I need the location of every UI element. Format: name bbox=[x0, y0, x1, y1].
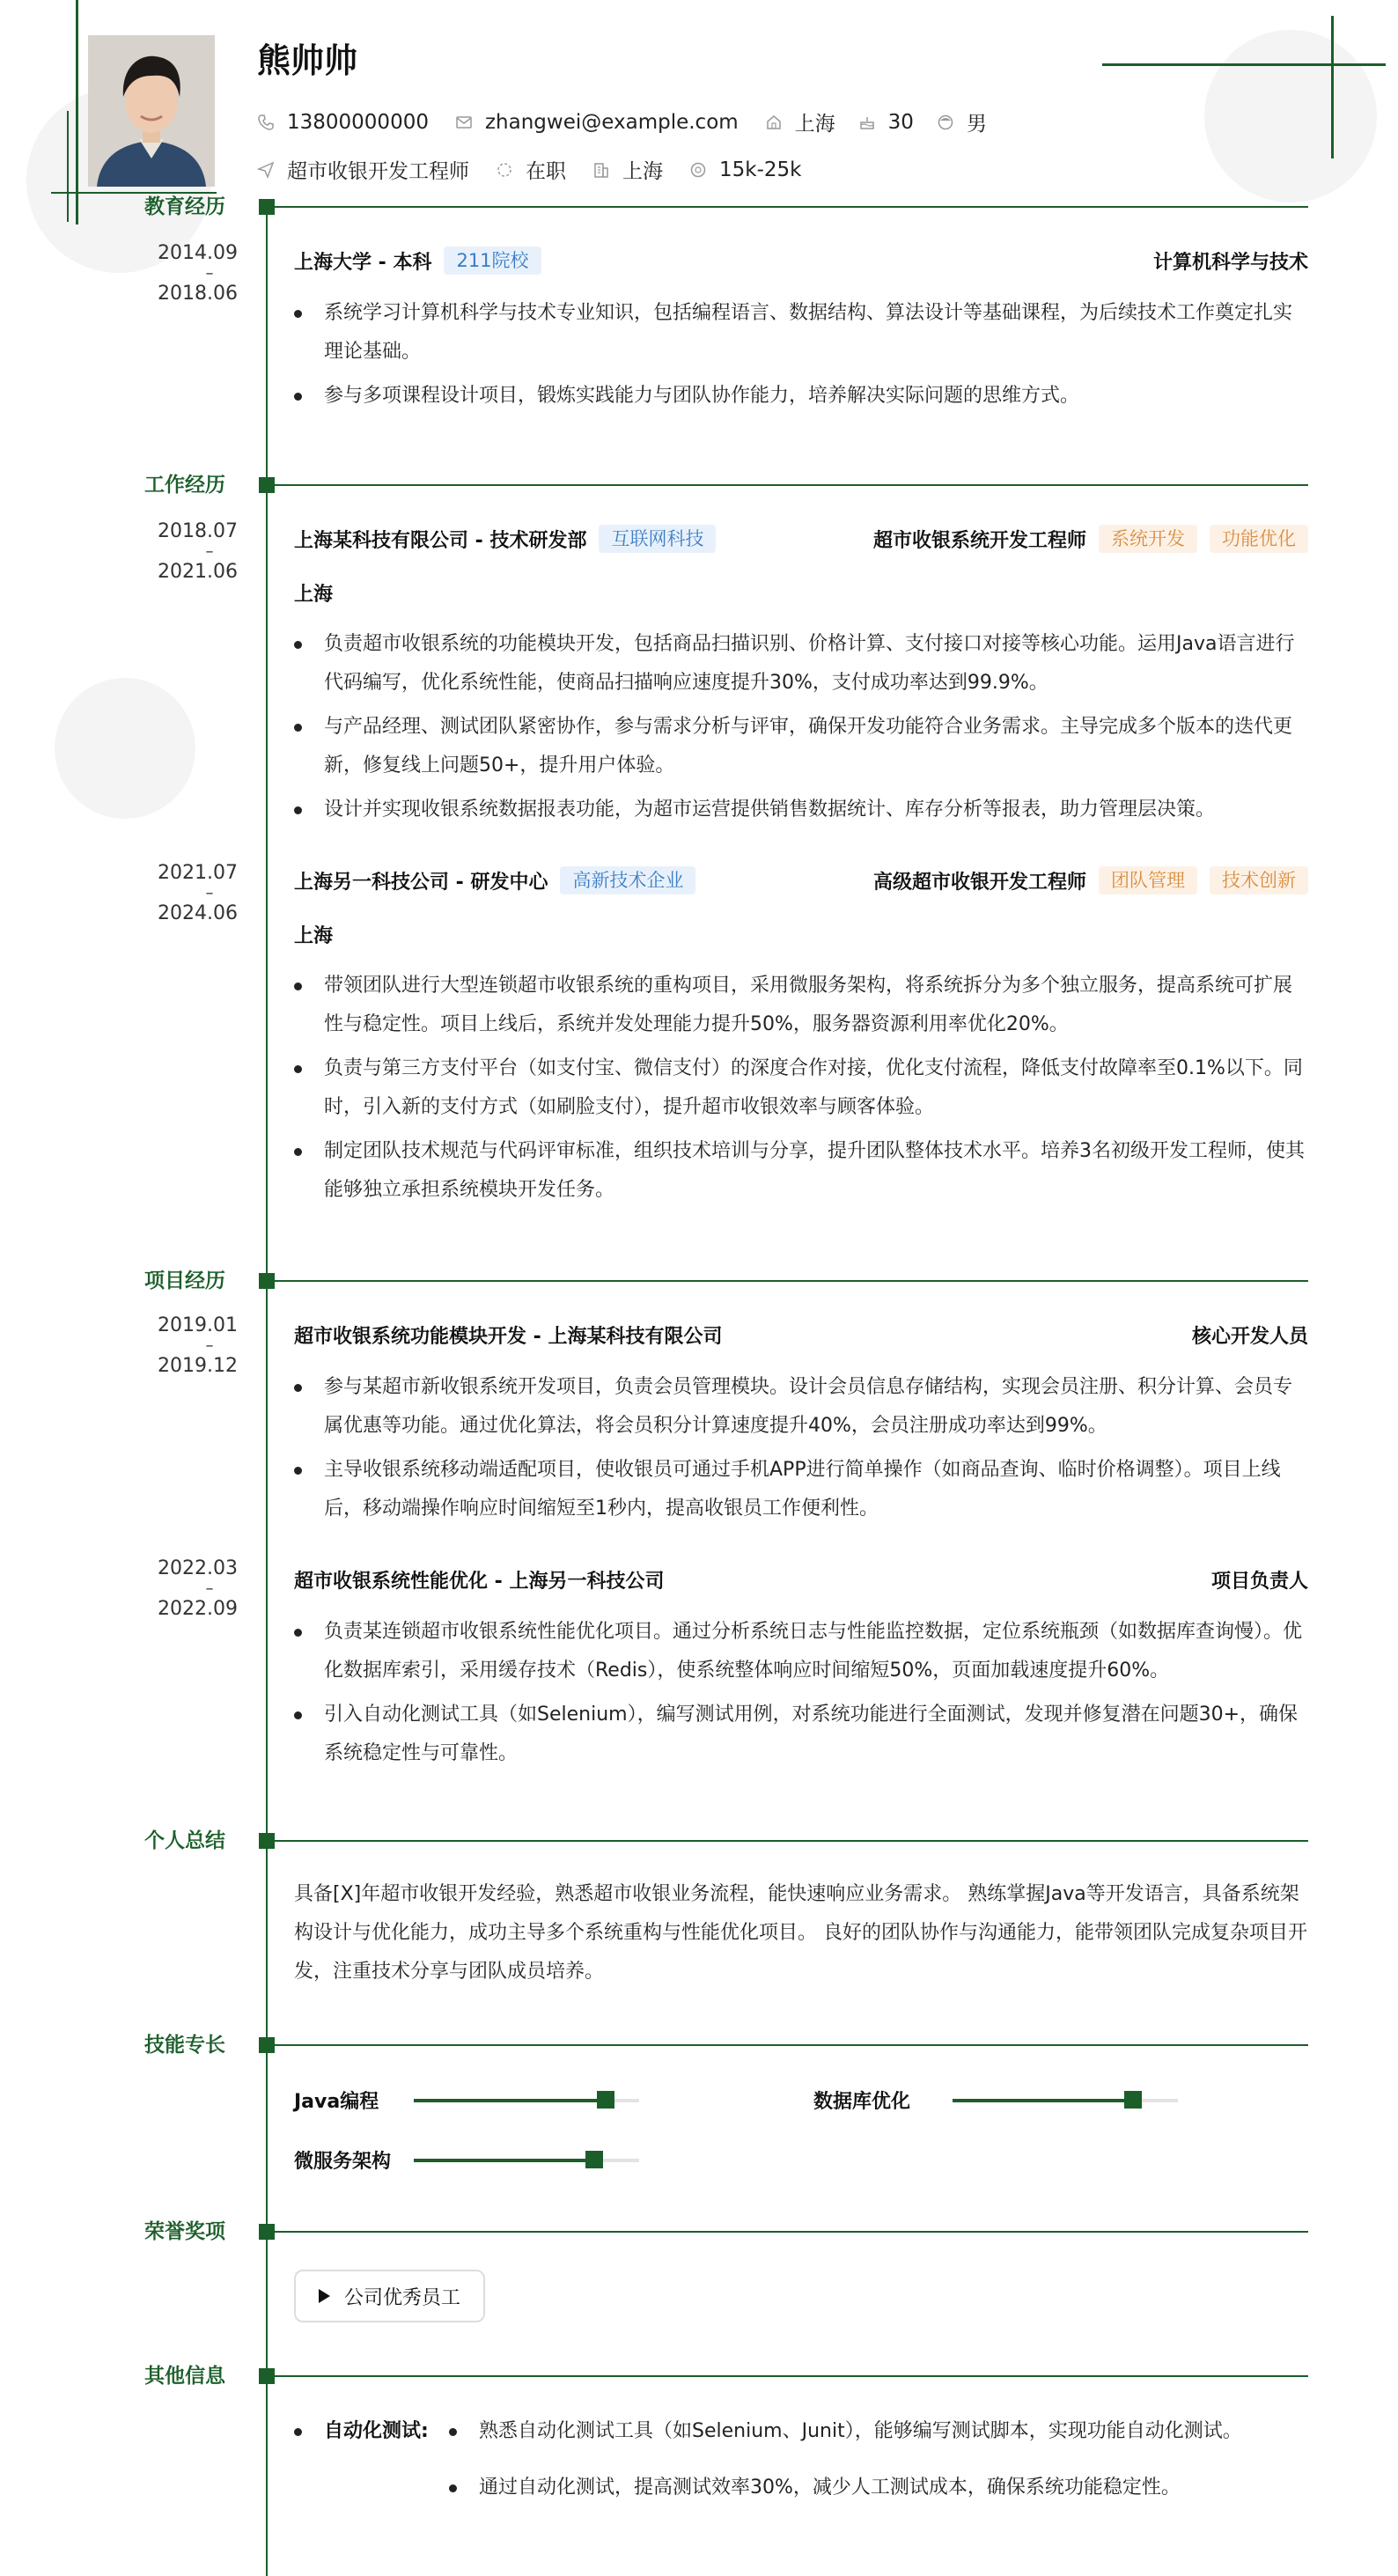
date-start: 2022.03 bbox=[158, 1557, 238, 1579]
section-divider bbox=[275, 2375, 1308, 2377]
section-title: 教育经历 bbox=[144, 195, 225, 218]
work-entry-header bbox=[294, 523, 1308, 555]
skill-name: 微服务架构 bbox=[294, 2151, 392, 2173]
other-key: 自动化测试: bbox=[294, 2412, 449, 2451]
skill-bar-fill bbox=[953, 2099, 1133, 2102]
salary-text: 15k-25k bbox=[719, 158, 802, 181]
bullet-item: 系统学习计算机科学与技术专业知识，包括编程语言、数据结构、算法设计等基础课程，为后续技术工作奠定扎实理论基础。 bbox=[294, 294, 1308, 372]
mail-icon bbox=[455, 114, 473, 131]
education-date bbox=[132, 243, 238, 305]
section-title: 其他信息 bbox=[144, 2365, 225, 2388]
work-bullets bbox=[294, 625, 1308, 835]
timeline-marker bbox=[259, 1833, 275, 1849]
date-dash: – bbox=[205, 1579, 214, 1598]
date-end: 2022.09 bbox=[158, 1598, 238, 1620]
project-entry-header bbox=[294, 1564, 1308, 1595]
bullet-item: 制定团队技术规范与代码评审标准，组织技术培训与分享，提升团队整体技术水平。培养3名初级开发工程师，使其能够独立承担系统模块开发任务。 bbox=[294, 1132, 1308, 1210]
bullet-item: 主导收银系统移动端适配项目，使收银员可通过手机APP进行简单操作（如商品查询、临时价格调整）。项目上线后，移动端操作响应时间缩短至1秒内，提高收银员工作便利性。 bbox=[294, 1451, 1308, 1528]
bullet-item: 负责与第三方支付平台（如支付宝、微信支付）的深度合作对接，优化支付流程，降低支付故障率至0.1%以下。同时，引入新的支付方式（如刷脸支付），提升超市收银效率与顾客体验。 bbox=[294, 1049, 1308, 1127]
bullet-item: 设计并实现收银系统数据报表功能，为超市运营提供销售数据统计、库存分析等报表，助力管理层决策。 bbox=[294, 791, 1308, 829]
decorative-line bbox=[76, 0, 78, 224]
gender-item bbox=[937, 107, 987, 136]
date-end: 2018.06 bbox=[158, 283, 238, 305]
loading-icon bbox=[496, 161, 513, 179]
skill-bar bbox=[953, 2099, 1178, 2102]
company-name: 上海某科技有限公司 - 技术研发部 bbox=[294, 529, 587, 552]
section-divider bbox=[275, 1840, 1308, 1842]
timeline-marker bbox=[259, 2368, 275, 2384]
skill-name: 数据库优化 bbox=[813, 2091, 911, 2113]
bullet-item: 引入自动化测试工具（如Selenium），编写测试用例，对系统功能进行全面测试，发现并修复潜在问题30+，确保系统稳定性与可靠性。 bbox=[294, 1696, 1308, 1773]
major: 计算机科学与技术 bbox=[1152, 251, 1308, 274]
company-tag: 互联网科技 bbox=[599, 525, 716, 553]
section-divider bbox=[275, 1280, 1308, 1282]
timeline-marker bbox=[259, 1273, 275, 1289]
city-item bbox=[592, 155, 663, 184]
skill-tag: 技术创新 bbox=[1210, 866, 1308, 894]
school-tag: 211院校 bbox=[444, 247, 541, 275]
date-start: 2021.07 bbox=[158, 862, 238, 884]
gender-text: 男 bbox=[966, 113, 987, 136]
section-divider bbox=[275, 484, 1308, 486]
job-title-item bbox=[257, 155, 469, 184]
timeline-marker bbox=[259, 2037, 275, 2053]
status-item bbox=[496, 155, 566, 184]
date-end: 2024.06 bbox=[158, 902, 238, 924]
bullet-item: 与产品经理、测试团队紧密协作，参与需求分析与评审，确保开发功能符合业务需求。主导完成多个版本的迭代更新，修复线上问题50+，提升用户体验。 bbox=[294, 708, 1308, 785]
bullet-item: 带领团队进行大型连锁超市收银系统的重构项目，采用微服务架构，将系统拆分为多个独立服务，提高系统可扩展性与稳定性。项目上线后，系统并发处理能力提升50%，服务器资源利用率优化20%。 bbox=[294, 967, 1308, 1044]
education-section-header bbox=[0, 194, 1398, 220]
skills-section-header bbox=[0, 2032, 1398, 2058]
work-bullets bbox=[294, 967, 1308, 1215]
timeline-marker bbox=[259, 2224, 275, 2240]
section-title: 项目经历 bbox=[144, 1270, 225, 1292]
honor-label: 公司优秀员工 bbox=[344, 2286, 461, 2309]
contact-info-row bbox=[257, 107, 1013, 136]
timeline-marker bbox=[259, 199, 275, 215]
phone-icon bbox=[257, 114, 275, 131]
other-value: 通过自动化测试，提高测试效率30%，减少人工测试成本，确保系统功能稳定性。 bbox=[449, 2469, 1181, 2507]
project-date bbox=[132, 1558, 238, 1620]
project-bullets bbox=[294, 1368, 1308, 1534]
candidate-name: 熊帅帅 bbox=[257, 41, 358, 80]
work-location: 上海 bbox=[294, 925, 334, 947]
date-dash: – bbox=[205, 542, 214, 561]
bullet-item: 负责超市收银系统的功能模块开发，包括商品扫描识别、价格计算、支付接口对接等核心功能。运用Java语言进行代码编写，优化系统性能，使商品扫描响应速度提升30%，支付成功率达到99.9%。 bbox=[294, 625, 1308, 703]
job-title-text: 超市收银开发工程师 bbox=[287, 160, 469, 183]
position-name: 高级超市收银开发工程师 bbox=[872, 871, 1086, 894]
job-info-row bbox=[257, 155, 828, 184]
date-end: 2019.12 bbox=[158, 1355, 238, 1377]
phone-text: 13800000000 bbox=[287, 110, 429, 134]
project-role: 项目负责人 bbox=[1210, 1570, 1308, 1593]
hometown-item bbox=[765, 107, 835, 136]
skill-tag: 功能优化 bbox=[1210, 525, 1308, 553]
skill-bar bbox=[414, 2159, 639, 2162]
section-divider bbox=[275, 2231, 1308, 2233]
skill-name: Java编程 bbox=[294, 2091, 379, 2113]
decorative-circle bbox=[1204, 30, 1377, 202]
project-bullets bbox=[294, 1613, 1308, 1778]
skill-item bbox=[294, 2087, 639, 2114]
school-name: 上海大学 - 本科 bbox=[294, 251, 432, 274]
work-date bbox=[132, 521, 238, 583]
summary-text: 具备[X]年超市收银开发经验，熟悉超市收银业务流程，能快速响应业务需求。 熟练掌握Java等开发语言，具备系统架构设计与优化能力，成功主导多个系统重构与性能优化项目。 良好的团队协作与沟通能力，能带领团队完成复杂项目开发，注重技术分享与团队成员培养。 bbox=[294, 1883, 1307, 1983]
skill-tag: 系统开发 bbox=[1099, 525, 1197, 553]
date-start: 2014.09 bbox=[158, 242, 238, 264]
play-icon bbox=[319, 2289, 330, 2303]
email-text: zhangwei@example.com bbox=[484, 110, 739, 134]
date-dash: – bbox=[205, 884, 214, 902]
age-item bbox=[858, 111, 914, 134]
email-item bbox=[455, 111, 739, 134]
work-location: 上海 bbox=[294, 584, 334, 606]
timeline-marker bbox=[259, 477, 275, 493]
coin-icon bbox=[689, 161, 707, 179]
decorative-line bbox=[1331, 16, 1334, 158]
honor-item[interactable] bbox=[294, 2270, 485, 2322]
building-icon bbox=[592, 161, 610, 179]
date-end: 2021.06 bbox=[158, 561, 238, 583]
bullet-item: 参与某超市新收银系统开发项目，负责会员管理模块。设计会员信息存储结构，实现会员注册、积分计算、会员专属优惠等功能。通过优化算法，将会员积分计算速度提升40%，会员注册成功率达到99%。 bbox=[294, 1368, 1308, 1446]
status-text: 在职 bbox=[526, 160, 566, 183]
profile-photo bbox=[88, 35, 215, 187]
project-entry-header bbox=[294, 1319, 1308, 1351]
face-icon bbox=[937, 114, 954, 131]
education-bullets bbox=[294, 294, 1308, 421]
summary-section-header bbox=[0, 1828, 1398, 1854]
age-text: 30 bbox=[887, 110, 914, 134]
city-text: 上海 bbox=[622, 160, 663, 183]
work-entry-header bbox=[294, 865, 1308, 896]
skill-bar-fill bbox=[414, 2099, 606, 2102]
send-icon bbox=[257, 161, 275, 179]
skill-tag: 团队管理 bbox=[1099, 866, 1197, 894]
skill-bar-fill bbox=[414, 2159, 594, 2162]
home-icon bbox=[765, 114, 783, 131]
section-divider bbox=[275, 206, 1308, 208]
skill-item bbox=[294, 2146, 639, 2174]
other-info bbox=[294, 2412, 1308, 2507]
education-entry-header bbox=[294, 245, 1308, 276]
company-name: 上海另一科技公司 - 研发中心 bbox=[294, 871, 548, 894]
other-section-header bbox=[0, 2363, 1398, 2389]
project-section-header bbox=[0, 1268, 1398, 1294]
other-value: 熟悉自动化测试工具（如Selenium、Junit），能够编写测试脚本，实现功能自动化测试。 bbox=[449, 2412, 1242, 2451]
project-role: 核心开发人员 bbox=[1191, 1325, 1308, 1348]
phone-item bbox=[257, 111, 429, 134]
work-date bbox=[132, 863, 238, 924]
skill-item bbox=[813, 2087, 1178, 2114]
bullet-item: 负责某连锁超市收银系统性能优化项目。通过分析系统日志与性能监控数据，定位系统瓶颈（如数据库查询慢）。优化数据库索引，采用缓存技术（Redis），使系统整体响应时间缩短50%，页面加载速度提升60%。 bbox=[294, 1613, 1308, 1690]
section-title: 荣誉奖项 bbox=[144, 2220, 225, 2243]
decorative-circle bbox=[55, 678, 195, 819]
project-name: 超市收银系统功能模块开发 - 上海某科技有限公司 bbox=[294, 1325, 723, 1348]
date-start: 2018.07 bbox=[158, 520, 238, 542]
date-dash: – bbox=[205, 264, 214, 283]
company-tag: 高新技术企业 bbox=[560, 866, 695, 894]
decorative-line bbox=[1102, 63, 1386, 66]
bullet-item: 参与多项课程设计项目，锻炼实践能力与团队协作能力，培养解决实际问题的思维方式。 bbox=[294, 377, 1308, 416]
project-name: 超市收银系统性能优化 - 上海另一科技公司 bbox=[294, 1570, 665, 1593]
date-dash: – bbox=[205, 1336, 214, 1355]
section-title: 工作经历 bbox=[144, 474, 225, 497]
salary-item bbox=[689, 158, 801, 181]
project-date bbox=[132, 1315, 238, 1377]
honors-section-header bbox=[0, 2219, 1398, 2245]
work-section-header bbox=[0, 472, 1398, 498]
skill-bar bbox=[414, 2099, 639, 2102]
section-divider bbox=[275, 2044, 1308, 2046]
skill-bar-knob bbox=[597, 2091, 614, 2109]
position-name: 超市收银系统开发工程师 bbox=[872, 529, 1086, 552]
section-title: 个人总结 bbox=[144, 1829, 225, 1852]
skill-bar-knob bbox=[1124, 2091, 1142, 2109]
section-title: 技能专长 bbox=[144, 2034, 225, 2057]
cake-icon bbox=[858, 114, 876, 131]
date-start: 2019.01 bbox=[158, 1314, 238, 1336]
skill-bar-knob bbox=[585, 2151, 603, 2168]
hometown-text: 上海 bbox=[794, 113, 835, 136]
